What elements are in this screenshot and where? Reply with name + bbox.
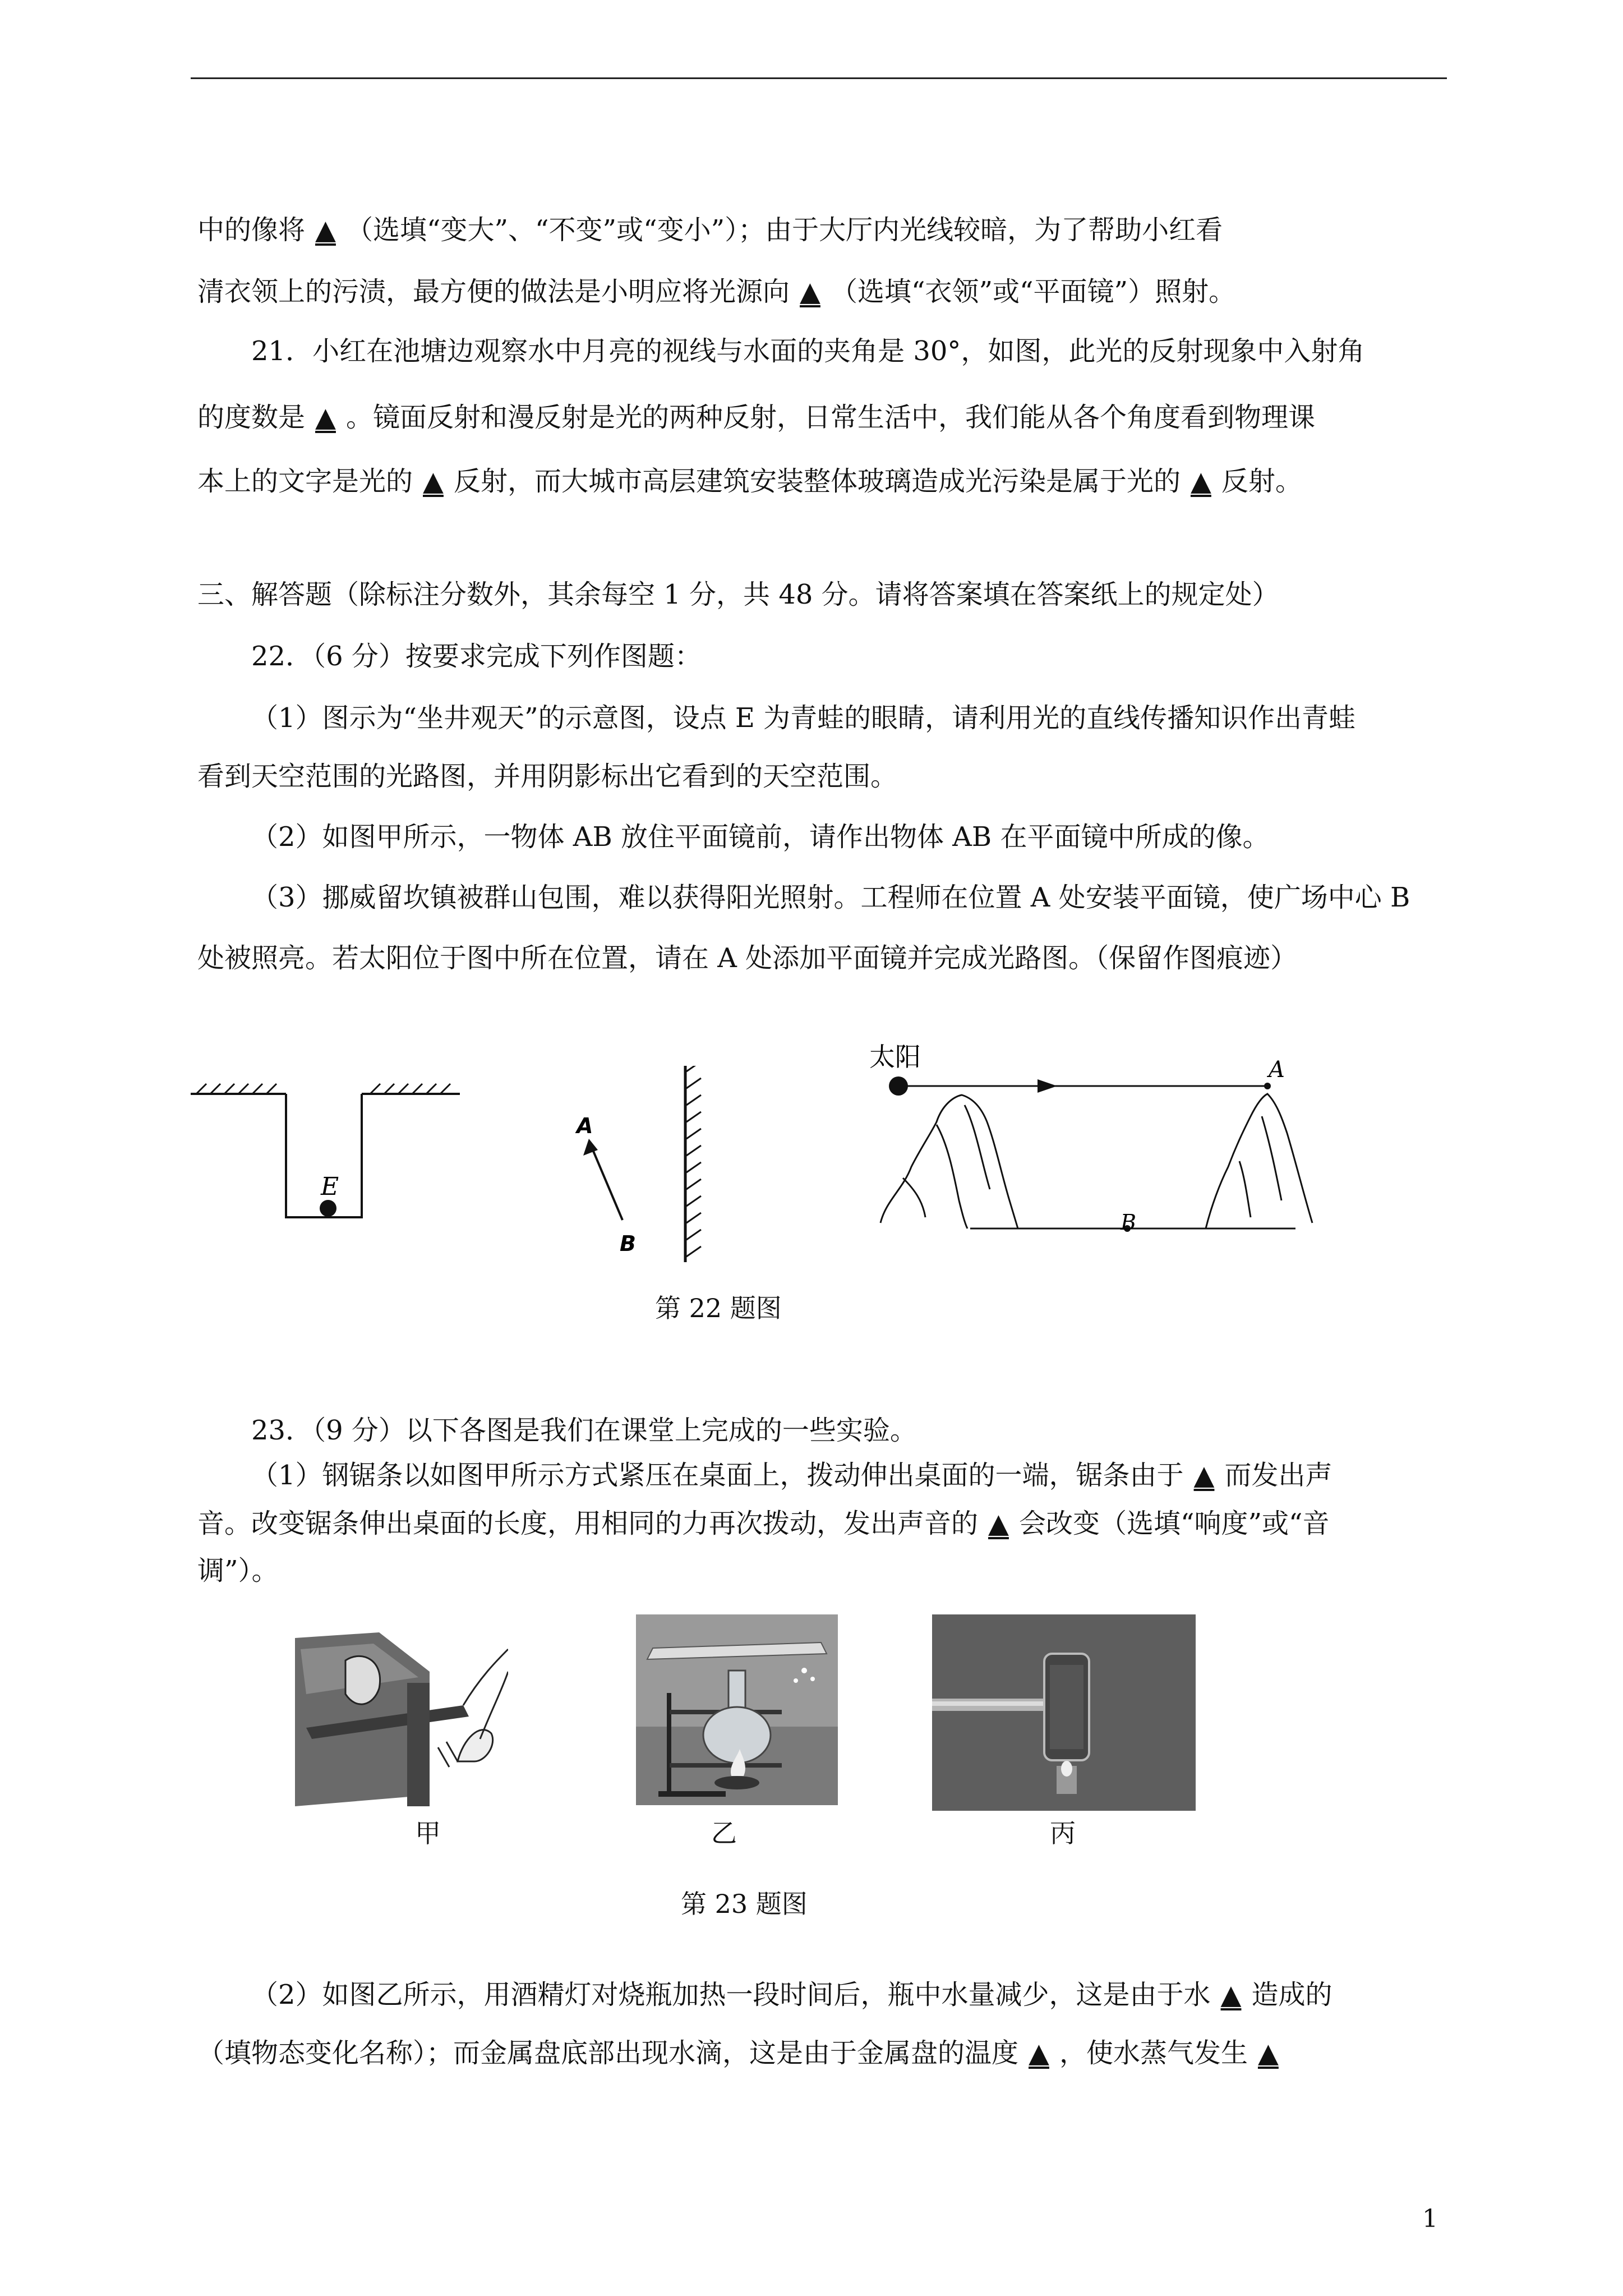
- text: 本上的文字是光的: [197, 466, 413, 497]
- figure-23-label-jia: 甲: [415, 1818, 441, 1848]
- text: 中的像将: [197, 214, 306, 246]
- flask-heating-photo: [636, 1614, 838, 1805]
- answer-blank[interactable]: ▲: [1257, 2037, 1279, 2069]
- label-a2: A: [1269, 1057, 1285, 1083]
- question-22-heading: 22．（6 分）按要求完成下列作图题：: [251, 641, 702, 672]
- saw-blade-photo: [295, 1627, 508, 1818]
- text-line: [197, 275, 1235, 309]
- question-22-3-line: （3）挪威留坎镇被群山包围，难以获得阳光照射。工程师在位置 A 处安装平面镜，使广场中心 B: [251, 882, 1410, 913]
- text: 反射，而大城市高层建筑安装整体玻璃造成光污染是属于光的: [453, 466, 1181, 497]
- answer-blank[interactable]: ▲: [1193, 1460, 1215, 1491]
- label-b2: B: [1121, 1210, 1136, 1235]
- text: 的度数是: [197, 402, 306, 433]
- text-line: [197, 401, 1315, 434]
- text: （2）如图乙所示，用酒精灯对烧瓶加热一段时间后，瓶中水量减少，这是由于水: [251, 1979, 1211, 2010]
- section-heading: 三、解答题（除标注分数外，其余每空 1 分，共 48 分。请将答案填在答案纸上的规定处）: [197, 579, 1279, 610]
- figure-22-caption: 第 22 题图: [655, 1293, 782, 1323]
- text: 反射。: [1221, 466, 1302, 497]
- answer-blank[interactable]: ▲: [315, 214, 336, 246]
- mirror-object-diagram: [566, 1066, 757, 1268]
- sealed-tube-photo: [932, 1614, 1196, 1811]
- text-line: 处被照亮。若太阳位于图中所在位置，请在 A 处添加平面镜并完成光路图。（保留作图痕迹）: [197, 942, 1298, 974]
- figure-23-label-bing: 丙: [1050, 1818, 1076, 1848]
- well-diagram: [191, 1083, 471, 1228]
- answer-blank[interactable]: ▲: [315, 402, 336, 433]
- text-line: [251, 1978, 1332, 2012]
- question-22-1-line: （1）图示为“坐井观天”的示意图，设点 E 为青蛙的眼睛，请利用光的直线传播知识作出青蛙: [251, 702, 1356, 734]
- text-line: [197, 1507, 1330, 1540]
- label-a: A: [577, 1114, 593, 1138]
- answer-blank[interactable]: ▲: [1029, 2037, 1049, 2069]
- label-e: E: [321, 1172, 339, 1201]
- answer-blank[interactable]: ▲: [800, 276, 820, 307]
- question-23-heading: 23．（9 分）以下各图是我们在课堂上完成的一些实验。: [251, 1415, 917, 1446]
- label-b: B: [620, 1231, 636, 1256]
- text-line: [197, 213, 1223, 247]
- text: 音。改变锯条伸出桌面的长度，用相同的力再次拨动，发出声音的: [197, 1508, 979, 1539]
- mountain-sun-diagram: [869, 1032, 1329, 1268]
- text-line: 看到天空范围的光路图，并用阴影标出它看到的天空范围。: [197, 761, 898, 792]
- text-line: [197, 464, 1302, 498]
- question-21-line: 21．小红在池塘边观察水中月亮的视线与水面的夹角是 30°，如图，此光的反射现象中入射角: [251, 335, 1365, 367]
- figure-23-label-yi: 乙: [711, 1818, 737, 1848]
- answer-blank[interactable]: ▲: [988, 1508, 1009, 1539]
- text: （选填“变大”、“不变”或“变小”）；由于大厅内光线较暗，为了帮助小红看: [345, 214, 1223, 246]
- text: 造成的: [1251, 1979, 1332, 2010]
- answer-blank[interactable]: ▲: [1190, 466, 1211, 497]
- answer-blank[interactable]: ▲: [1220, 1979, 1242, 2010]
- text: 。镜面反射和漫反射是光的两种反射，日常生活中，我们能从各个角度看到物理课: [345, 402, 1315, 433]
- text: （1）钢锯条以如图甲所示方式紧压在桌面上，拨动伸出桌面的一端，锯条由于: [251, 1460, 1184, 1491]
- text: （选填“衣领”或“平面镜”）照射。: [830, 276, 1236, 307]
- text: ，使水蒸气发生: [1059, 2037, 1248, 2069]
- page-number: 1: [1422, 2205, 1438, 2233]
- answer-blank[interactable]: ▲: [423, 466, 444, 497]
- text: 会改变（选填“响度”或“音: [1018, 1508, 1330, 1539]
- question-22-2-line: （2）如图甲所示，一物体 AB 放住平面镜前，请作出物体 AB 在平面镜中所成的像。: [251, 821, 1270, 853]
- text-line: [197, 2036, 1289, 2070]
- text: （填物态变化名称）；而金属盘底部出现水滴，这是由于金属盘的温度: [197, 2037, 1019, 2069]
- label-sun: 太阳: [869, 1042, 921, 1072]
- figure-23-caption: 第 23 题图: [681, 1889, 808, 1919]
- header-rule: [191, 77, 1447, 79]
- text-line: [251, 1458, 1332, 1492]
- text: 清衣领上的污渍，最方便的做法是小明应将光源向: [197, 276, 790, 307]
- text-line: 调”）。: [197, 1555, 279, 1586]
- text: 而发出声: [1224, 1460, 1332, 1491]
